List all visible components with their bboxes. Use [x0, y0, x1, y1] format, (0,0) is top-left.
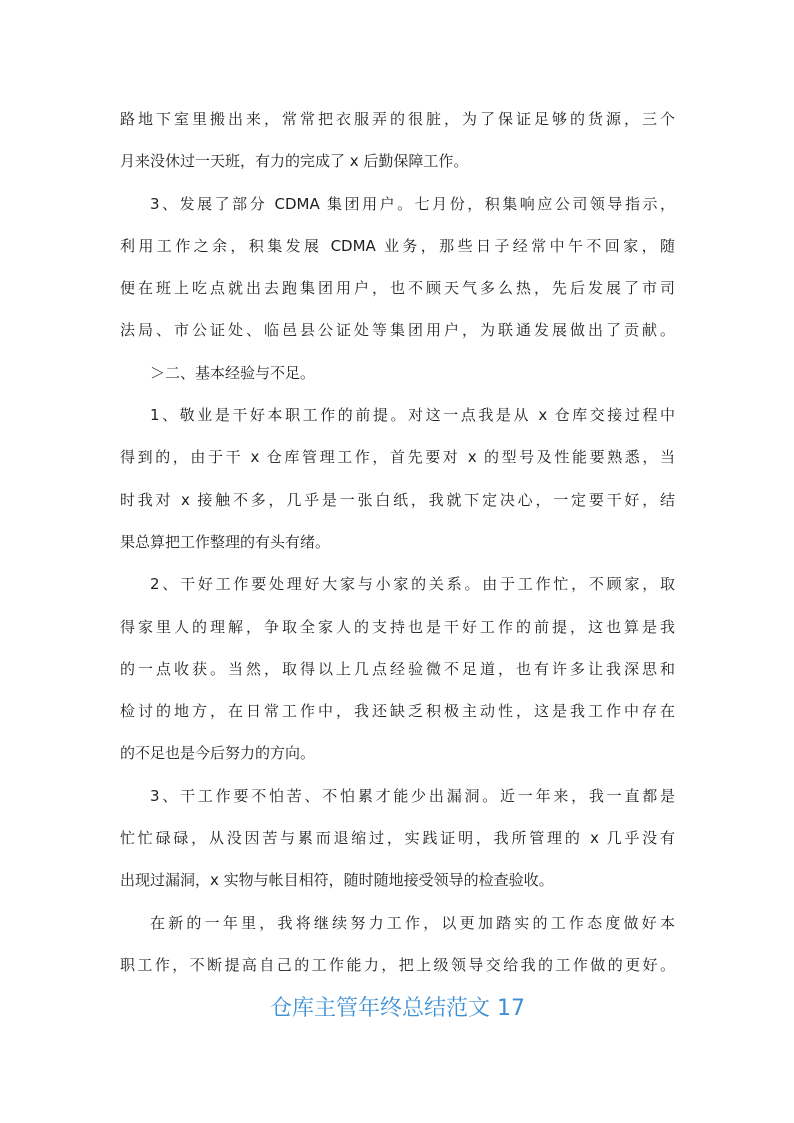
- text-line: 2、干好工作要处理好大家与小家的关系。由于工作忙，不顾家，取: [150, 575, 675, 594]
- text-line: 得到的，由于干 x 仓库管理工作，首先要对 x 的型号及性能要熟悉，当: [120, 448, 675, 467]
- text-line: 法局、市公证处、临邑县公证处等集团用户，为联通发展做出了贡献。: [120, 321, 675, 340]
- text-line: 3、发展了部分 CDMA 集团用户。七月份，积集响应公司领导指示，: [150, 194, 675, 213]
- text-line: 路地下室里搬出来，常常把衣服弄的很脏，为了保证足够的货源，三个: [120, 110, 675, 128]
- text-line: 3、干工作要不怕苦、不怕累才能少出漏洞。近一年来，我一直都是: [150, 786, 675, 805]
- text-line: 得家里人的理解，争取全家人的支持也是干好工作的前提，这也算是我: [120, 617, 675, 636]
- section-heading: 仓库主管年终总结范文 17: [270, 996, 525, 1022]
- text-line: 果总算把工作整理的有头有绪。: [120, 532, 331, 551]
- text-line: 出现过漏洞，x 实物与帐目相符，随时随地接受领导的检查验收。: [120, 871, 554, 890]
- text-line: 便在班上吃点就出去跑集团用户，也不顾天气多么热，先后发展了市司: [120, 279, 675, 298]
- text-line: 月来没休过一天班，有力的完成了 x 后勤保障工作。: [120, 152, 469, 171]
- text-line: 忙忙碌碌，从没因苦与累而退缩过，实践证明，我所管理的 x 几乎没有: [120, 829, 675, 848]
- text-line: 1、敬业是干好本职工作的前提。对这一点我是从 x 仓库交接过程中: [150, 406, 675, 425]
- text-line: 检讨的地方，在日常工作中，我还缺乏积极主动性，这是我工作中存在: [120, 702, 675, 721]
- text-line: 的不足也是今后努力的方向。: [120, 744, 316, 763]
- text-line: 在新的一年里，我将继续努力工作，以更加踏实的工作态度做好本: [150, 913, 675, 932]
- text-line: 的一点收获。当然，取得以上几点经验微不足道，也有许多让我深思和: [120, 659, 675, 678]
- text-line: 时我对 x 接触不多，几乎是一张白纸，我就下定决心，一定要干好，结: [120, 490, 675, 509]
- text-line: ＞二、基本经验与不足。: [150, 363, 316, 382]
- document-page: [120, 103, 675, 1025]
- body-text: [120, 103, 675, 991]
- text-line: 利用工作之余，积集发展 CDMA 业务，那些日子经常中午不回家，随: [120, 236, 675, 255]
- text-line: 职工作，不断提高自己的工作能力，把上级领导交给我的工作做的更好。: [120, 955, 675, 974]
